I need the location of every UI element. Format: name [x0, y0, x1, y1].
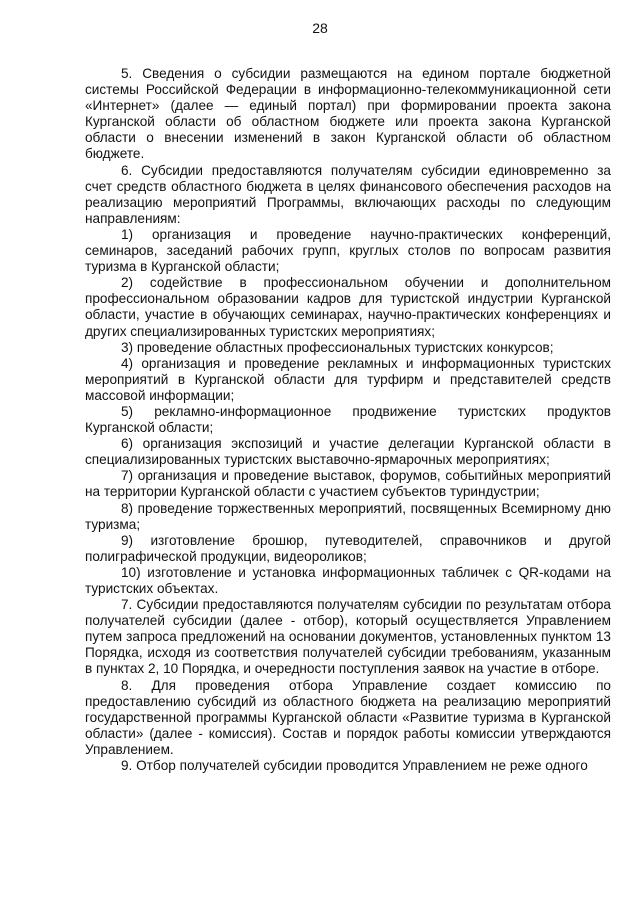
list-item-4: 4) организация и проведение рекламных и информационных туристских мероприятий в Курганской области для турфирм и представителей средств массовой информации;: [85, 355, 611, 403]
document-body: [85, 66, 611, 774]
paragraph-6: 6. Субсидии предоставляются получателям субсидии единовременно за счет средств областного бюджета в целях финансового обеспечения расходов на реализацию мероприятий Программы, включающих расходы по следующим направлениям:: [85, 162, 611, 226]
list-item-10: 10) изготовление и установка информационных табличек с QR-кодами на туристских объектах.: [85, 564, 611, 596]
paragraph-8: 8. Для проведения отбора Управление создает комиссию по предоставлению субсидий из областного бюджета на реализацию мероприятий государственной программы Курганской области «Развитие туризма в Курганской области» (далее - комиссия). Состав и порядок работы комиссии утверждаются Управлением.: [85, 677, 611, 757]
paragraph-9: 9. Отбор получателей субсидии проводится Управлением не реже одного: [121, 758, 588, 774]
list-item-1: 1) организация и проведение научно-практических конференций, семинаров, заседаний рабочих групп, круглых столов по вопросам развития туризма в Курганской области;: [85, 226, 611, 275]
list-item-5: 5) рекламно-информационное продвижение туристских продуктов Курганской области;: [85, 403, 611, 436]
paragraph-5: 5. Сведения о субсидии размещаются на едином портале бюджетной системы Российской Федерации в информационно-телекоммуникационной сети «Интернет» (далее — единый портал) при формировании проекта закона Курганской области об областном бюджете или проекта закона Курганской области о внесении изменений в закон Курганской области об областном бюджете.: [85, 66, 611, 162]
page-number: 28: [312, 20, 328, 36]
list-item-8: 8) проведение торжественных мероприятий, посвященных Всемирному дню туризма;: [85, 500, 611, 532]
list-item-2: 2) содействие в профессиональном обучении и дополнительном профессиональном образовании кадров для туристской индустрии Курганской области, участие в обучающих семинарах, научно-практических конференциях и других специализированных туристских мероприятиях;: [85, 275, 611, 339]
list-item-7: 7) организация и проведение выставок, форумов, событийных мероприятий на территории Курганской области с участием субъектов туриндустрии;: [85, 468, 611, 500]
list-item-6: 6) организация экспозиций и участие делегации Курганской области в специализированных туристских выставочно-ярмарочных мероприятиях;: [85, 436, 611, 468]
paragraph-7: 7. Субсидии предоставляются получателям субсидии по результатам отбора получателей субсидии (далее - отбор), который осуществляется Управлением путем запроса предложений на основании документов, установленных пунктом 13 Порядка, исходя из соответствия получателей субсидии требованиям, указанным в пунктах 2, 10 Порядка, и очередности поступления заявок на участие в отборе.: [85, 597, 611, 677]
list-item-9: 9) изготовление брошюр, путеводителей, справочников и другой полиграфической продукции, видеороликов;: [85, 532, 611, 564]
list-item-3: 3) проведение областных профессиональных туристских конкурсов;: [121, 339, 554, 355]
